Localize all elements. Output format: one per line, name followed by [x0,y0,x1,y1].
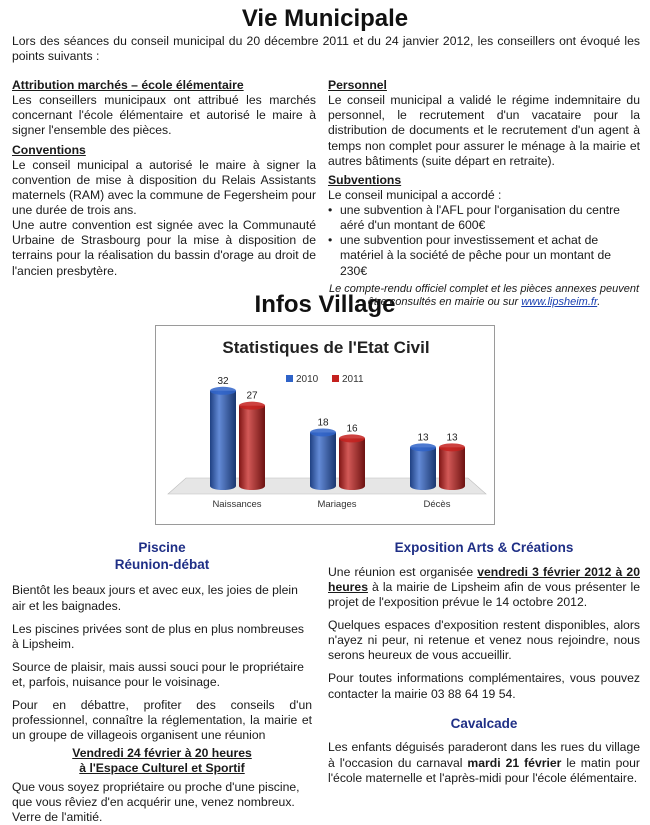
piscine-location: à l'Espace Culturel et Sportif [79,760,245,775]
chart-title: Statistiques de l'Etat Civil [222,338,430,357]
bar [439,447,465,486]
section-title-infos-village: Infos Village [254,291,396,318]
category-label: Mariages [317,499,357,510]
cavalcade-title: Cavalcade [450,715,518,731]
note-end: . [597,296,601,309]
data-label: 27 [246,390,258,402]
data-label: 13 [446,432,458,444]
bar [310,432,336,486]
cavalcade-paragraph [328,740,640,785]
bar-top [310,428,336,436]
bar-base [339,482,365,490]
attribution-text: Les conseillers municipaux ont attribué les marchés concernant l'école élémentaire et autorisé le maire à signer l'ensemble des pièces. [12,93,316,138]
subvention-item: • une subvention pour investissement et achat de matériel à la société de pêche pour un montant de 230€ [328,233,640,278]
piscine-date: Vendredi 24 février à 20 heures [72,745,252,760]
bar-base [239,482,265,490]
exposition-text: Une réunion est organisée [328,564,478,579]
subventions-lead: Le conseil municipal a accordé : [328,187,502,202]
bar-base [410,482,436,490]
bar [339,438,365,486]
piscine-paragraph: Bientôt les beaux jours et avec eux, les joies de plein air et les baignades. [12,583,298,613]
piscine-paragraph: Que vous soyez propriétaire ou proche d'une piscine, que vous rêviez d'en acquérir une, venez nombreux. [12,779,300,809]
legend-swatch [332,375,339,382]
website-link[interactable]: www.lipsheim.fr [521,296,598,309]
section-title-vie-municipale: Vie Municipale [241,5,409,32]
etat-civil-chart [155,325,495,525]
bar-top [339,434,365,442]
piscine-subtitle: Réunion-débat [114,556,210,572]
bar-top [210,387,236,395]
piscine-paragraph: Source de plaisir, mais aussi souci pour le propriétaire et, parfois, nuisance pour le voisinage. [12,659,304,690]
exposition-section [328,540,640,786]
heading-personnel: Personnel [328,78,387,92]
data-label: 18 [317,417,329,429]
piscine-paragraph: Verre de l'amitié. [12,810,103,825]
exposition-text: à la mairie de Lipsheim afin de vous présenter le projet de l'exposition prévue le 14 octobre 2012. [328,579,640,609]
bar [239,406,265,486]
intro-text: Lors des séances du conseil municipal du 20 décembre 2011 et du 24 janvier 2012, les conseillers ont évoqué les points suivants : [12,34,640,64]
personnel-text: Le conseil municipal a validé le régime indemnitaire du personnel, le recrutement d'un vacataire pour la distribution de documents et le recrutement d'un agent à temps non complet pour assurer le ménage à la mairie et autres bâtiments (suite départ en retraite). [328,93,640,168]
cavalcade-text: le matin pour l'école maternelle et l'après-midi pour l'école élémentaire. [328,755,640,785]
heading-subventions: Subventions [328,172,402,187]
conventions-text-2: Une autre convention est signée avec la Communauté Urbaine de Strasbourg pour la mise à disposition de terrains pour la réalisation du bassin d'orage au droit de l'ancien presbytère. [12,218,316,278]
cavalcade-date: mardi 21 février [467,755,562,770]
piscine-paragraph: Pour en débattre, profiter des conseils d'un professionnel, connaître la réglementation, la mairie et un groupe de villageois organisent une réunion [12,698,312,743]
bar [210,391,236,486]
data-label: 32 [217,375,229,387]
legend-label: 2010 [296,374,319,385]
heading-attribution: Attribution marchés – école élémentaire [12,78,244,92]
category-label: Décès [423,499,451,510]
bar-top [239,402,265,410]
legend-label: 2011 [342,374,364,385]
exposition-paragraph: Pour toutes informations complémentaires, vous pouvez contacter la mairie 03 88 64 19 54. [328,671,640,701]
left-column [12,78,316,279]
exposition-paragraph: Quelques espaces d'exposition restent disponibles, alors n'ayez ni peur, ni retenue et venez nous rejoindre, nous serons heureux de vous accueillir. [328,618,640,663]
legend-swatch [286,375,293,382]
exposition-paragraph [328,565,640,610]
category-label: Naissances [212,499,262,510]
bar-top [410,443,436,451]
note-text: Le compte-rendu officiel complet et les pièces annexes peuvent être consultés en mairie ou sur [328,282,639,309]
piscine-title: Piscine [138,540,186,555]
bar-top [439,443,465,451]
bar-base [439,482,465,490]
piscine-paragraph: Les piscines privées sont de plus en plus nombreuses à Lipsheim. [12,621,304,651]
exposition-date: vendredi 3 février 2012 à 20 heures [328,564,640,594]
bar-base [210,482,236,490]
conventions-text-1: Le conseil municipal a autorisé le maire à signer la convention de mise à disposition du Relais Assistants maternels (RAM) avec la commune de Fegersheim pour une durée de trois ans. [12,157,316,217]
subventions-list [328,203,640,279]
chart-svg [156,326,496,526]
heading-conventions: Conventions [12,142,86,157]
cavalcade-text: Les enfants déguisés paraderont dans les rues du village à l'occasion du carnaval [328,740,640,770]
exposition-title: Exposition Arts & Créations [394,540,574,555]
data-label: 16 [346,423,358,435]
subvention-item: • une subvention à l'AFL pour l'organisation du centre aéré d'un montant de 600€ [328,203,640,233]
right-column [328,78,640,310]
data-label: 13 [417,432,429,444]
piscine-section [12,540,312,825]
bar-base [310,482,336,490]
bar [410,447,436,486]
